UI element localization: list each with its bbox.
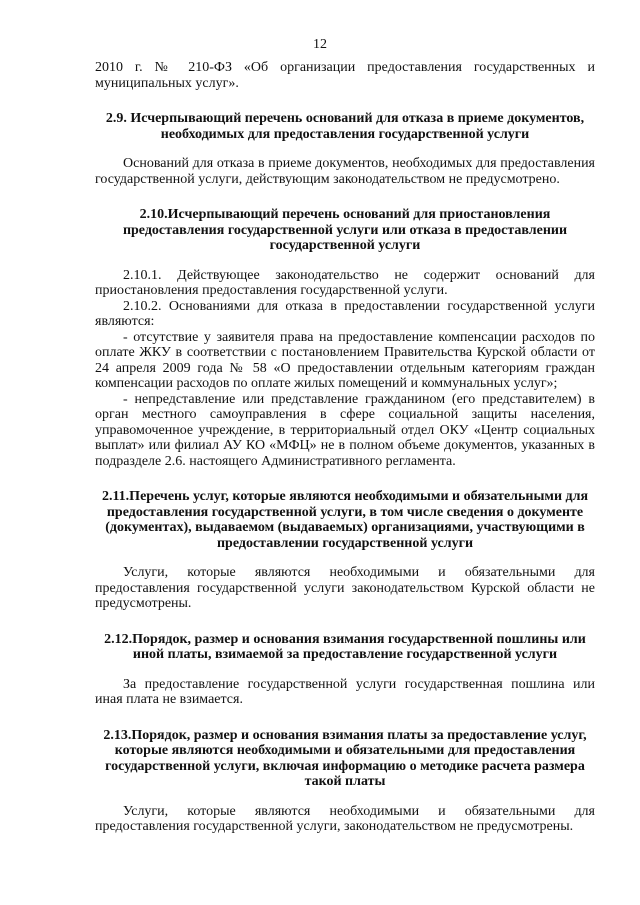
section-2-9-text: Оснований для отказа в приеме документов, необходимых для предоставления государственной услуги, действующим законодательством не предусмотрено. <box>95 156 595 187</box>
page-content <box>95 60 595 835</box>
page-number: 12 <box>313 37 327 52</box>
section-2-11-heading: 2.11.Перечень услуг, которые являются необходимыми и обязательными для предоставления государственной услуги, в том числе сведения о документе (документах), выдаваемом (выдаваемых) организациями, участвующими в предоставлении государственной услуги <box>101 489 589 551</box>
section-2-10-paragraph-3: - отсутствие у заявителя права на предоставление компенсации расходов по оплате ЖКУ в соответствии с постановлением Правительства Курской области от 24 апреля 2009 года № 58 «О предоставлении отдельным категориям граждан компенсации расходов по оплате жилых помещений и коммунальных услуг»; <box>95 329 595 391</box>
section-2-10-heading: 2.10.Исчерпывающий перечень оснований для приостановления предоставления государственной услуги или отказа в предоставлении государственной услуги <box>122 207 568 253</box>
section-2-10-paragraph-2: 2.10.2. Основаниями для отказа в предоставлении государственной услуги являются: <box>95 298 595 329</box>
section-2-12-heading: 2.12.Порядок, размер и основания взимания государственной пошлины или иной платы, взимаемой за предоставление государственной услуги <box>104 631 586 662</box>
section-2-13-text: Услуги, которые являются необходимыми и обязательными для предоставления государственной услуги, законодательством не предусмотрены. <box>95 803 595 834</box>
section-2-9-heading: 2.9. Исчерпывающий перечень оснований для отказа в приеме документов, необходимых для предоставления государственной услуги <box>105 111 585 142</box>
section-2-12-text: За предоставление государственной услуги государственная пошлина или иная плата не взимается. <box>95 676 595 707</box>
section-2-10-paragraph-4: - непредставление или представление гражданином (его представителем) в орган местного самоуправления в сфере социальной защиты населения, управомоченное учреждение, в территориальный отдел ОКУ «Центр социальных выплат» или филиал АУ КО «МФЦ» не в полном объеме документов, указанных в подразделе 2.6. настоящего Административного регламента. <box>95 391 595 469</box>
section-2-10-paragraph-1: 2.10.1. Действующее законодательство не содержит оснований для приостановления предоставления государственной услуги. <box>95 267 595 298</box>
section-2-13-heading: 2.13.Порядок, размер и основания взимания платы за предоставление услуг, которые являются необходимыми и обязательными для предоставления государственной услуги, включая информацию о методике расчета размера такой платы <box>103 727 587 789</box>
intro-paragraph: 2010 г. № 210-ФЗ «Об организации предоставления государственных и муниципальных услуг». <box>95 60 595 91</box>
section-2-11-text: Услуги, которые являются необходимыми и обязательными для предоставления государственной услуги законодательством Курской области не предусмотрены. <box>95 565 595 611</box>
